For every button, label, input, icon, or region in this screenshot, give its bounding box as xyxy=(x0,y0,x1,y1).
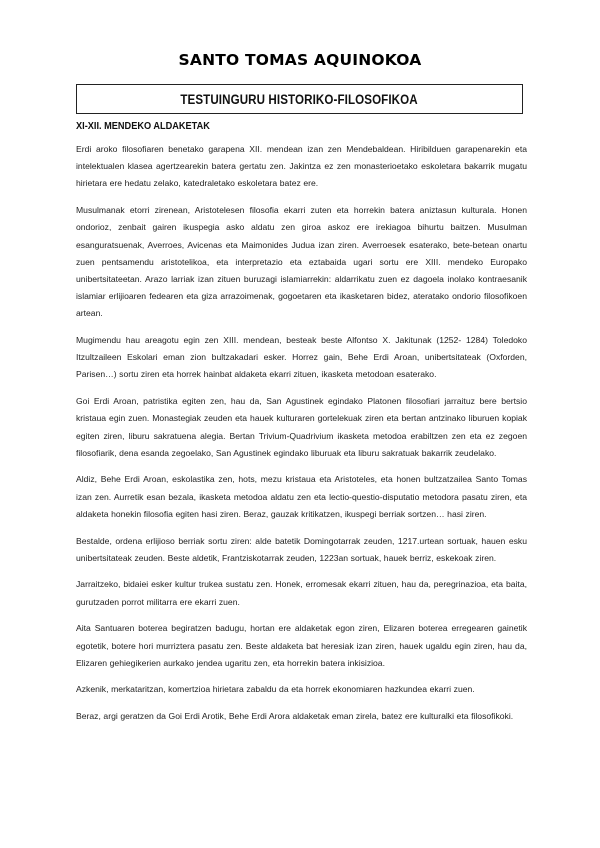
paragraph: Aldiz, Behe Erdi Aroan, eskolastika zen, hots, mezu kristaua eta Aristoteles, eta honen bultzatzailea Santo Tomas izan zen. Aurretik esan bezala, ikasketa metodoa aldatu zen eta lectio-questio-disputatio metodora pasatu ziren, eta aldaketa honekin filosofia egiten hasi ziren. Beraz, gauzak kritikatzen, ikuspegi berriak sortzen… hasi ziren. xyxy=(76,474,527,519)
section-title-box xyxy=(76,84,523,114)
paragraph: Goi Erdi Aroan, patristika egiten zen, hau da, San Agustinek egindako Platonen filosofiari jarraituz bere bertsio kristaua egin zuen. Monastegiak zeuden eta hauek kulturaren gortelekuak ziren eta bertan antzinako liburuen kopiak egiten ziren, liburu sakratuena alegia. Bertan Trivium-Quadrivium ikasketa metodoa erabiltzen zen eta ez zegoen filosofiarik, dena esanda zegoelako, San Agustinek egindako liburuak eta liburu sakratuak bakarrik zeudelako. xyxy=(76,396,527,458)
paragraph: Bestalde, ordena erlijioso berriak sortu ziren: alde batetik Domingotarrak zeuden, 1217.urtean sortuak, hauen esku unibertsitateak zeuden. Beste aldetik, Frantziskotarrak zeuden, 1223an sortuak, hauek berriz, eskekoak ziren. xyxy=(76,535,527,563)
paragraph: Beraz, argi geratzen da Goi Erdi Arotik, Behe Erdi Arora aldaketak eman zirela, batez ere kulturalki eta filosofikoki. xyxy=(76,711,514,722)
body-text xyxy=(76,141,527,735)
paragraph: Azkenik, merkataritzan, komertzioa hirietara zabaldu da eta horrek ekonomiaren hazkundea ekarri zuen. xyxy=(76,684,475,695)
paragraph: Aita Santuaren boterea begiratzen badugu, hortan ere aldaketak egon ziren, Elizaren boterea erregearen gainetik egotetik, botere hori murriztera pasatu zen. Beste aldaketa bat heresiak izan ziren, hauek ugaldu egin ziren, hau da, Elizaren gehiegikerien aurkako jendea ugaritu zen, eta horrekin batera inkisizioa. xyxy=(76,623,527,668)
subheading: XI-XII. MENDEKO ALDAKETAK xyxy=(76,121,210,132)
paragraph: Erdi aroko filosofiaren benetako garapena XII. mendean izan zen Mendebaldean. Hiribilduen garapenarekin eta intelektualen klasea agertzearekin batera gertatu zen. Jakintza ez zen monasterioetako eskoletara bakarrik mugatu hirietara ere hedatu zelako, katedraletako eskoletara batez ere. xyxy=(76,144,527,189)
section-title: TESTUINGURU HISTORIKO-FILOSOFIKOA xyxy=(180,91,419,107)
paragraph: Jarraitzeko, bidaiei esker kultur trukea sustatu zen. Honek, erromesak ekarri zituen, hau da, peregrinazioa, eta baita, gurutzaden porrot militarra ere ekarri zuen. xyxy=(76,579,527,607)
document-title: SANTO TOMAS AQUINOKOA xyxy=(178,51,422,69)
paragraph: Musulmanak etorri zirenean, Aristotelesen filosofia ekarri zuten eta horrekin batera aniztasun kulturala. Honen ondorioz, zenbait gairen ikuspegia asko aldatu zen giroa askoz ere irekiagoa bihurtu baitzen. Musulman esanguratsuenak, Averroes, Avicenas eta Maimonides Judua izan ziren. Averroesek esaterako, bete-betean onartu zuen pentsamendu aristotelikoa, eta interpretazio eta eztabaida ugari sortu ere XIII. mendeko Europako unibertsitateetan. Arazo larriak izan zituen buruzagi islamiarrekin: aldarrikatu zuen ez dagoela inolako kontraesanik islamiar erlijioaren fedearen eta giza arrazoimenak, gogoetaren eta ikasketaren bidez, ateratako ondorio filosofikoen artean. xyxy=(76,205,527,319)
paragraph: Mugimendu hau areagotu egin zen XIII. mendean, besteak beste Alfontso X. Jakitunak (1252- 1284) Toledoko Itzultzaileen Eskolari eman zion bultzakadari esker. Horrez gain, Behe Erdi Aroan, unibertsitateak (Oxforden, Parisen…) sortu ziren eta horrek hainbat aldaketa ekarri zituen, ikasketa metodoan esaterako. xyxy=(76,335,527,380)
